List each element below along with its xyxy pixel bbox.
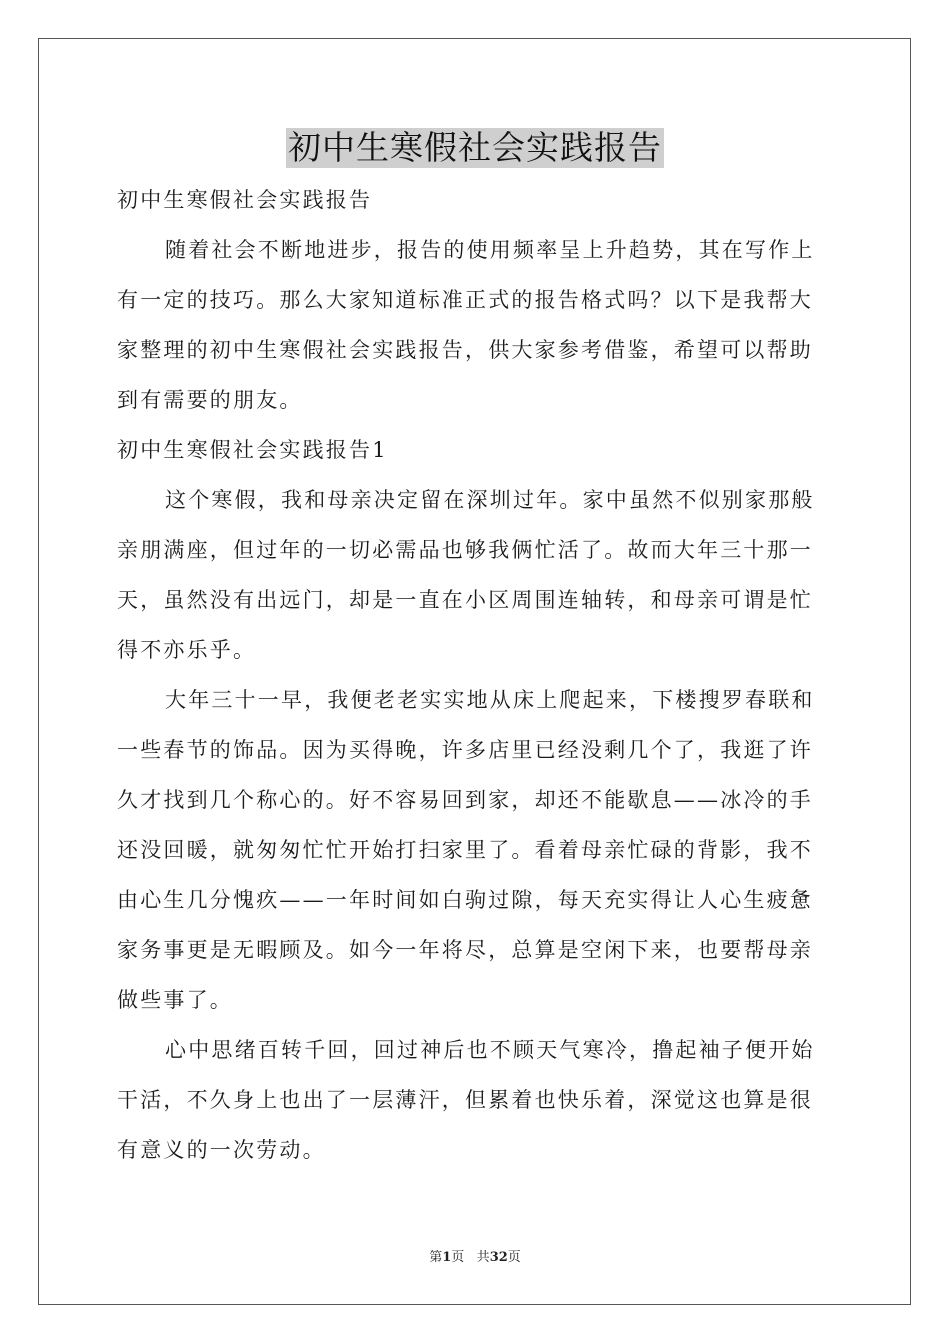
document-body xyxy=(117,175,833,1175)
paragraph-line: 家务事更是无暇顾及。如今一年将尽，总算是空闲下来，也要帮母亲 xyxy=(117,938,813,962)
section-heading: 初中生寒假社会实践报告1 xyxy=(117,438,388,462)
paragraph-3 xyxy=(117,1025,833,1175)
page-prefix: 第 xyxy=(429,1250,443,1265)
title-container xyxy=(0,128,950,168)
intro-line: 有一定的技巧。那么大家知道标准正式的报告格式吗？以下是我帮大 xyxy=(117,288,813,312)
page-total: 32 xyxy=(489,1250,508,1265)
paragraph-1 xyxy=(117,475,833,675)
paragraph-line: 干活，不久身上也出了一层薄汗，但累着也快乐着，深觉这也算是很 xyxy=(117,1088,813,1112)
paragraph-line: 一些春节的饰品。因为买得晚，许多店里已经没剩几个了，我逛了许 xyxy=(117,738,813,762)
paragraph-line: 心中思绪百转千回，回过神后也不顾天气寒冷，撸起袖子便开始 xyxy=(165,1038,815,1062)
paragraph-line: 这个寒假，我和母亲决定留在深圳过年。家中虽然不似别家那般 xyxy=(165,488,815,512)
paragraph-line: 天，虽然没有出远门，却是一直在小区周围连轴转，和母亲可谓是忙 xyxy=(117,588,813,612)
intro-paragraph xyxy=(117,225,833,425)
paragraph-line: 亲朋满座，但过年的一切必需品也够我俩忙活了。故而大年三十那一 xyxy=(117,538,813,562)
paragraph-line: 由心生几分愧疚——一年时间如白驹过隙，每天充实得让人心生疲惫 xyxy=(117,888,813,912)
page-suffix: 页 xyxy=(451,1250,465,1265)
paragraph-line: 有意义的一次劳动。 xyxy=(117,1138,326,1162)
total-prefix: 共 xyxy=(476,1250,490,1265)
paragraph-line: 得不亦乐乎。 xyxy=(117,638,257,662)
intro-line: 到有需要的朋友。 xyxy=(117,388,303,412)
paragraph-line: 大年三十一早，我便老老实实地从床上爬起来，下楼搜罗春联和 xyxy=(165,688,815,712)
intro-line: 家整理的初中生寒假社会实践报告，供大家参考借鉴，希望可以帮助 xyxy=(117,338,813,362)
document-subtitle: 初中生寒假社会实践报告 xyxy=(117,188,373,212)
total-suffix: 页 xyxy=(507,1250,521,1265)
paragraph-line: 久才找到几个称心的。好不容易回到家，却还不能歇息——冰冷的手 xyxy=(117,788,813,812)
paragraph-line: 做些事了。 xyxy=(117,988,233,1012)
page-footer xyxy=(0,1246,950,1265)
paragraph-2 xyxy=(117,675,833,1025)
intro-line: 随着社会不断地进步，报告的使用频率呈上升趋势，其在写作上 xyxy=(165,238,815,262)
paragraph-line: 还没回暖，就匆匆忙忙开始打扫家里了。看着母亲忙碌的背影，我不 xyxy=(117,838,813,862)
page-current: 1 xyxy=(442,1250,452,1265)
document-title: 初中生寒假社会实践报告 xyxy=(288,128,662,167)
